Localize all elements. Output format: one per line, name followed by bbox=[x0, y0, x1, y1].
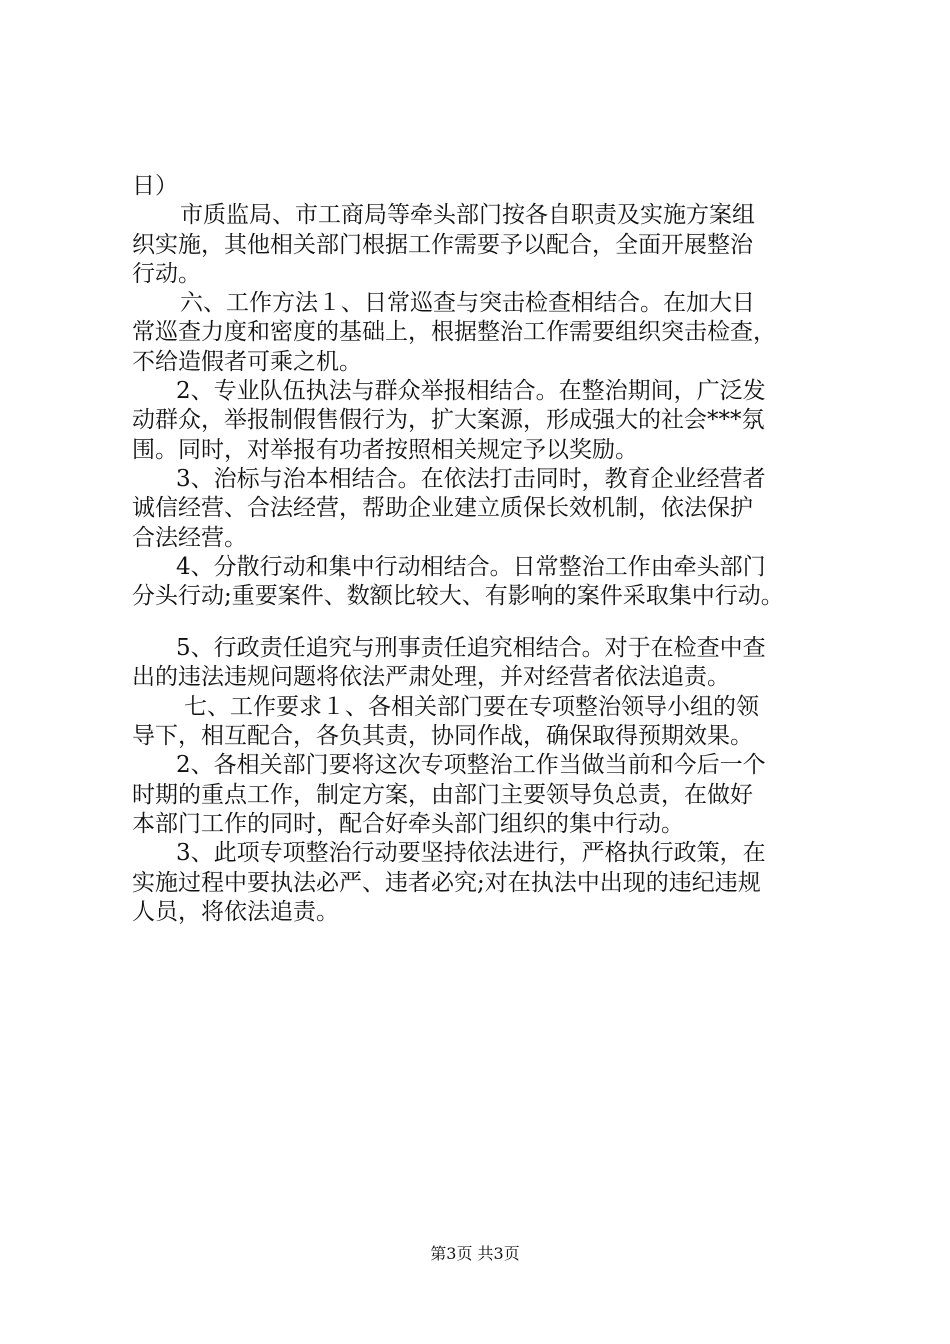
body-line: 围。同时，对举报有功者按照相关规定予以奖励。 bbox=[132, 436, 638, 463]
body-line: 日） bbox=[132, 173, 178, 199]
body-line: 2、各相关部门要将这次专项整治工作当做当前和今后一个 bbox=[176, 752, 766, 779]
body-line: 常巡查力度和密度的基础上，根据整治工作需要组织突击检查， bbox=[132, 319, 776, 346]
body-line: 合法经营。 bbox=[132, 524, 247, 551]
body-line: 行动。 bbox=[132, 260, 201, 287]
body-line: 六、工作方法１、日常巡查与突击检查相结合。在加大日 bbox=[180, 290, 755, 317]
body-line: 实施过程中要执法必严、违者必究;对在执法中出现的违纪违规 bbox=[132, 869, 761, 896]
body-line: 3、此项专项整治行动要坚持依法进行，严格执行政策，在 bbox=[176, 840, 766, 867]
body-line: 分头行动;重要案件、数额比较大、有影响的案件采取集中行动。 bbox=[132, 583, 784, 610]
body-line: 七、工作要求１、各相关部门要在专项整治领导小组的领 bbox=[184, 693, 759, 720]
body-line: 诚信经营、合法经营，帮助企业建立质保长效机制，依法保护 bbox=[132, 495, 753, 522]
body-line: 人员，将依法追责。 bbox=[132, 898, 339, 925]
document-body bbox=[132, 172, 852, 927]
body-line: 动群众，举报制假售假行为，扩大案源，形成强大的社会***氛 bbox=[132, 407, 765, 434]
body-line: 时期的重点工作，制定方案，由部门主要领导负总责，在做好 bbox=[132, 781, 753, 808]
body-line: 出的违法违规问题将依法严肃处理，并对经营者依法追责。 bbox=[132, 664, 730, 691]
body-line: 本部门工作的同时，配合好牵头部门组织的集中行动。 bbox=[132, 810, 684, 837]
body-line: 5、行政责任追究与刑事责任追究相结合。对于在检查中查 bbox=[176, 635, 766, 662]
body-line: 导下，相互配合，各负其责，协同作战，确保取得预期效果。 bbox=[132, 723, 753, 750]
page-footer: 第3页 共3页 bbox=[430, 1244, 520, 1263]
body-line: 3、治标与治本相结合。在依法打击同时，教育企业经营者 bbox=[176, 465, 766, 492]
body-line: 4、分散行动和集中行动相结合。日常整治工作由牵头部门 bbox=[176, 553, 766, 580]
body-line: 不给造假者可乘之机。 bbox=[132, 348, 362, 375]
body-line: 2、专业队伍执法与群众举报相结合。在整治期间，广泛发 bbox=[176, 378, 766, 405]
body-line: 市质监局、市工商局等牵头部门按各自职责及实施方案组 bbox=[180, 202, 755, 229]
body-line: 织实施，其他相关部门根据工作需要予以配合，全面开展整治 bbox=[132, 231, 753, 258]
